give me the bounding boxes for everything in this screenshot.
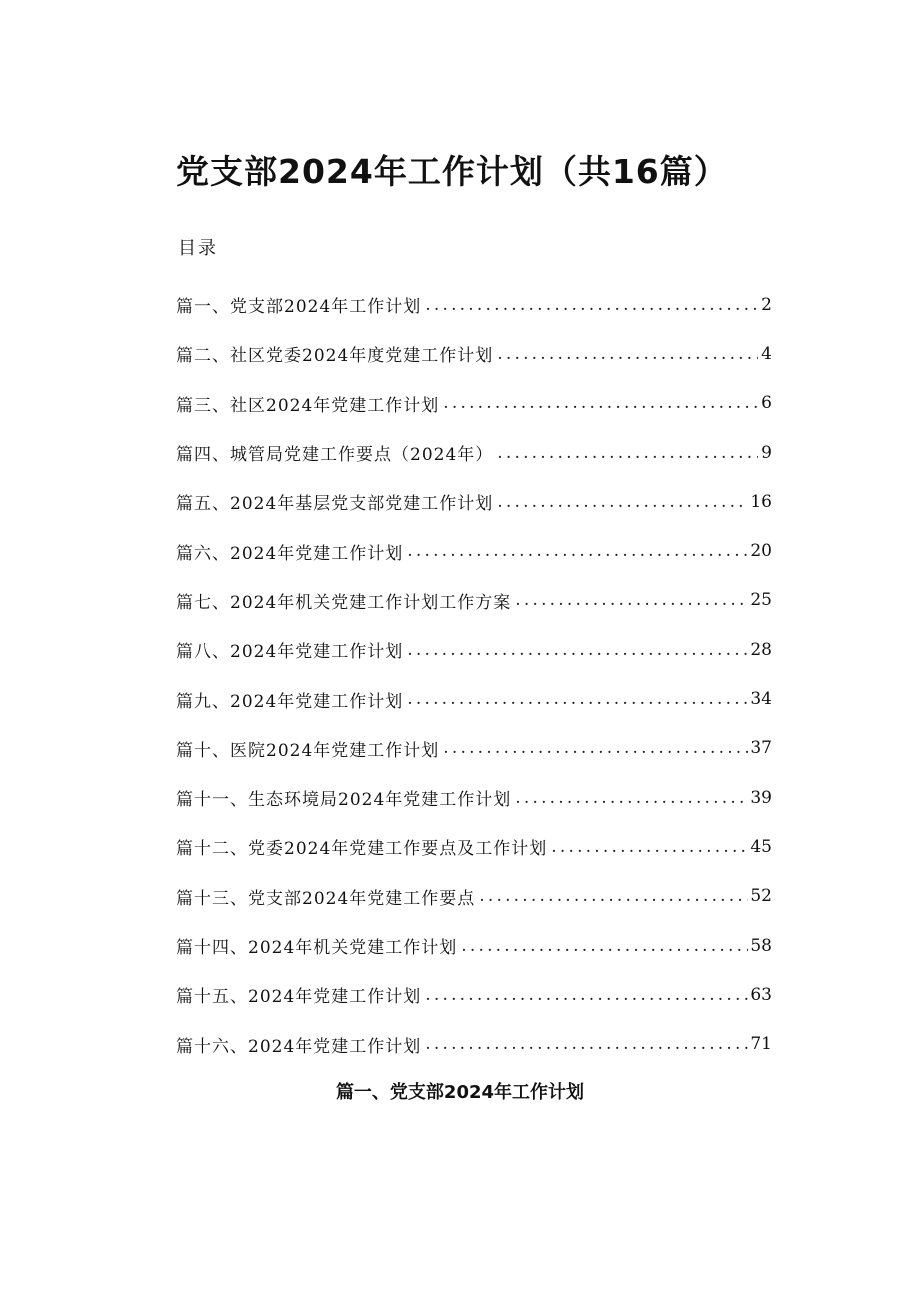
toc-entry-page: 6 xyxy=(761,393,772,414)
toc-entry-page: 52 xyxy=(750,886,772,907)
toc-dot-leader xyxy=(479,886,748,906)
toc-dot-leader xyxy=(425,985,748,1005)
toc-entry-label: 篇三、社区2024年党建工作计划 xyxy=(176,395,440,416)
toc-entry-page: 2 xyxy=(761,294,772,315)
toc-entry-page: 63 xyxy=(750,984,772,1005)
toc-entry[interactable] xyxy=(176,280,772,329)
toc-entry-label: 篇六、2024年党建工作计划 xyxy=(176,543,404,564)
toc-entry-label: 篇十四、2024年机关党建工作计划 xyxy=(176,938,458,958)
toc-dot-leader xyxy=(425,295,758,315)
toc-entry-label: 篇十一、生态环境局2024年党建工作计划 xyxy=(176,790,512,811)
toc-entry[interactable] xyxy=(176,773,772,822)
toc-entry-page: 4 xyxy=(761,343,772,364)
toc-entry[interactable] xyxy=(176,872,772,921)
toc-entry[interactable] xyxy=(176,822,772,871)
toc-entry-label: 篇二、社区党委2024年度党建工作计划 xyxy=(176,346,494,367)
toc-dot-leader xyxy=(497,443,758,463)
toc-entry[interactable] xyxy=(176,1019,772,1068)
toc-dot-leader xyxy=(515,590,748,610)
toc-entry[interactable] xyxy=(176,724,772,773)
table-of-contents xyxy=(176,280,772,1069)
toc-dot-leader xyxy=(425,1034,748,1054)
toc-dot-leader xyxy=(407,689,748,709)
section-heading: 篇一、党支部2024年工作计划 xyxy=(335,1082,585,1103)
toc-entry[interactable] xyxy=(176,921,772,970)
toc-entry-label: 篇十、医院2024年党建工作计划 xyxy=(176,740,440,761)
toc-entry-page: 34 xyxy=(750,689,772,710)
toc-entry-label: 篇九、2024年党建工作计划 xyxy=(176,691,404,712)
toc-entry[interactable] xyxy=(176,428,772,477)
toc-entry-page: 58 xyxy=(750,935,772,956)
toc-entry[interactable] xyxy=(176,477,772,526)
toc-dot-leader xyxy=(407,640,748,660)
toc-entry-page: 20 xyxy=(750,541,772,562)
toc-entry[interactable] xyxy=(176,970,772,1019)
toc-dot-leader xyxy=(551,837,748,857)
toc-entry-page: 25 xyxy=(750,590,772,611)
toc-dot-leader xyxy=(443,393,758,413)
toc-entry-label: 篇五、2024年基层党支部党建工作计划 xyxy=(176,494,494,515)
toc-dot-leader xyxy=(497,344,758,364)
toc-heading: 目录 xyxy=(178,238,218,259)
toc-entry[interactable] xyxy=(176,674,772,723)
toc-entry-page: 16 xyxy=(750,491,772,512)
toc-dot-leader xyxy=(461,936,748,956)
toc-entry-page: 39 xyxy=(750,787,772,808)
toc-entry-label: 篇一、党支部2024年工作计划 xyxy=(176,297,422,318)
document-title: 党支部2024年工作计划（共16篇） xyxy=(176,152,728,191)
toc-entry-label: 篇八、2024年党建工作计划 xyxy=(176,642,404,663)
toc-entry-page: 28 xyxy=(750,639,772,660)
toc-entry-page: 71 xyxy=(750,1034,772,1055)
toc-dot-leader xyxy=(497,492,748,512)
toc-entry-label: 篇十五、2024年党建工作计划 xyxy=(176,987,422,1008)
toc-entry-page: 9 xyxy=(761,442,772,463)
toc-dot-leader xyxy=(515,788,748,808)
toc-dot-leader xyxy=(443,738,748,758)
toc-entry[interactable] xyxy=(176,576,772,625)
toc-entry[interactable] xyxy=(176,526,772,575)
toc-entry[interactable] xyxy=(176,379,772,428)
toc-entry[interactable] xyxy=(176,625,772,674)
toc-dot-leader xyxy=(407,541,748,561)
toc-entry-label: 篇十二、党委2024年党建工作要点及工作计划 xyxy=(176,839,548,860)
toc-entry-label: 篇四、城管局党建工作要点（2024年） xyxy=(176,445,494,466)
toc-entry-page: 45 xyxy=(750,836,772,857)
toc-entry[interactable] xyxy=(176,329,772,378)
toc-entry-page: 37 xyxy=(750,738,772,759)
toc-entry-label: 篇七、2024年机关党建工作计划工作方案 xyxy=(176,592,512,613)
toc-entry-label: 篇十六、2024年党建工作计划 xyxy=(176,1036,422,1057)
toc-entry-label: 篇十三、党支部2024年党建工作要点 xyxy=(176,888,476,909)
